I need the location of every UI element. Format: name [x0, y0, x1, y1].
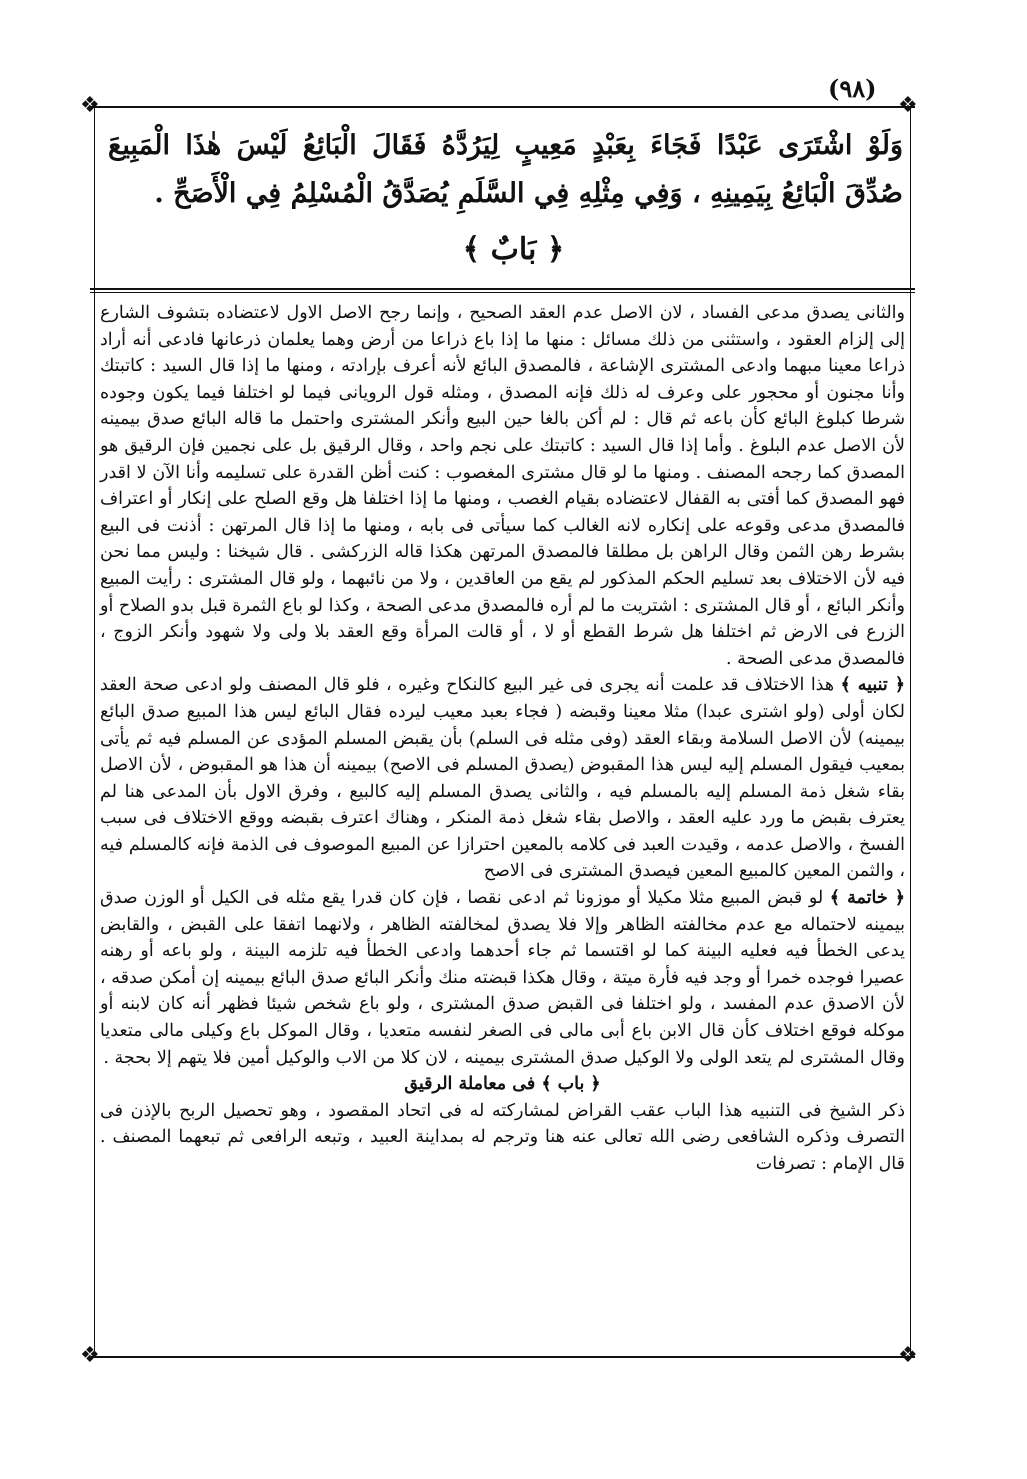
conclusion-label: ﴿ خاتمة ﴾	[829, 888, 905, 909]
frame-separator-rule-thin	[90, 292, 915, 293]
corner-ornament-icon: ❖	[898, 93, 918, 118]
commentary-paragraph: والثانى يصدق مدعى الفساد ، لان الاصل عدم العقد الصحيح ، وإنما رجح الاصل الاول لاعتضاده بتشوف الشارع إلى إلزام العقود ، واستثنى من ذلك مسائل : منها ما إذا باع ذراعا من أرض وهما يعلمان ذرعانها فادعى أنه أراد ذراعا معينا مبهما وادعى المشترى الإشاعة ، فالمصدق البائع لأنه أعرف بإرادته ، ومنها ما إذا قال السيد : كاتبتك وأنا مجنون أو محجور على وعرف له ذلك فإنه المصدق ، ومثله قول الرويانى فيما لو اختلفا فيما يكون وجوده شرطا كبلوغ البائع كأن باعه ثم قال : لم أكن بالغا حين البيع وأنكر المشترى واحتمل ما قاله البائع صدق بيمينه لأن الاصل عدم البلوغ . وأما إذا قال السيد : كاتبتك على نجم واحد ، وقال الرقيق بل على نجمين فإن الرقيق هو المصدق كما رجحه المصنف . ومنها ما لو قال مشترى المغصوب : كنت أظن القدرة على تسليمه وأنا الآن لا اقدر فهو المصدق كما أفتى به القفال لاعتضاده بقيام الغصب ، ومنها ما إذا اختلفا هل وقع الصلح على إنكار أو اعتراف فالمصدق مدعى وقوعه على إنكاره لانه الغالب كما سيأتى فى بابه ، ومنها ما إذا قال المرتهن : أذنت فى البيع بشرط رهن الثمن وقال الراهن بل مطلقا فالمصدق المرتهن هكذا قاله الزركشى . قال شيخنا : وليس مما نحن فيه لأن الاختلاف بعد تسليم الحكم المذكور لم يقع من العاقدين ، ولا من نائبهما ، ولو قال المشترى : رأيت المبيع وأنكر البائع ، أو قال المشترى : اشتريت ما لم أره فالمصدق مدعى الصحة ، وكذا لو باع الثمرة قبل بدو الصلاح أو الزرع فى الارض ثم اختلفا هل شرط القطع أو لا ، أو قالت المرأة وقع العقد بلا ولى ولا شهود وأنكر الزوج ، فالمصدق مدعى الصحة .	[100, 303, 905, 669]
conclusion-text: لو قبض المبيع مثلا مكيلا أو موزونا ثم ادعى نقصا ، فإن كان قدرا يقع مثله فى الكيل أو الوزن صدق بيمينه لاحتماله مع عدم مخالفته الظاهر وإلا فلا يصدق لمخالفته الظاهر ، ولانهما اتفقا على القبض ، والقابض يدعى الخطأ فيه فعليه البينة كما لو اقتسما ثم جاء أحدهما وادعى الخطأ فيه تلزمه البينة ، ولو باعه أو رهنه عصيرا فوجده خمرا أو وجد فيه فأرة ميتة ، وقال هكذا قبضته منك وأنكر البائع صدق البائع بيمينه إن أمكن صدقه ، لأن الاصدق عدم المفسد ، ولو اختلفا فى القبض صدق المشترى ، ولو باع شخص شيئا فظهر أنه كان لابنه أو موكله فوقع اختلاف كأن قال الابن باع أبى مالى فى الصغر لنفسه متعديا ، وقال الموكل باع وكيلى مالى متعديا وقال المشترى لم يتعد الولى ولا الوكيل صدق المشترى بيمينه ، لان كلا من الاب والوكيل أمين فلا يتهم إلا بحجة .	[100, 888, 905, 1068]
note-label: ﴿ تنبيه ﴾	[840, 675, 905, 696]
frame-top-rule	[90, 106, 915, 108]
chapter-heading: ﴿ بَابٌ ﴾	[462, 232, 565, 267]
note-text: هذا الاختلاف قد علمت أنه يجرى فى غير البيع كالنكاح وغيره ، فلو قال المصنف ولو ادعى صحة العقد لكان أولى (ولو اشترى عبدا) مثلا معينا وقبضه ( فجاء بعبد معيب ليرده فقال البائع ليس هذا المبيع صدق البائع بيمينه) لأن الاصل السلامة وبقاء العقد (وفى مثله فى السلم) بأن يقبض المسلم المؤدى عن المسلم فيه ثم يأتى بمعيب فيقول المسلم إليه ليس هذا المقبوض (يصدق المسلم فى الاصح) بيمينه أن هذا هو المقبوض ، لأن الاصل بقاء شغل ذمة المسلم إليه بالمسلم فيه ، والثانى يصدق المسلم إليه كالبيع ، وفرق الاول بأن المدعى هنا لم يعترف بقبض ما ورد عليه العقد ، والاصل بقاء شغل ذمة المنكر ، وهناك اعترف بقبضه ووقع الاختلاف فى سبب الفسخ ، والاصل عدمه ، وقيدت العبد فى كلامه بالمعين احترازا عن المبيع الموصوف فى الذمة فإنه كالمسلم فيه ، والثمن المعين كالمبيع المعين فيصدق المشترى فى الاصح	[100, 675, 905, 882]
section-subheading: ﴿ باب ﴾ فى معاملة الرقيق	[404, 1074, 601, 1095]
corner-ornament-icon: ❖	[898, 1343, 918, 1368]
commentary-block	[100, 300, 905, 1178]
commentary-paragraph-note	[100, 672, 905, 885]
corner-ornament-icon: ❖	[80, 1343, 100, 1368]
commentary-paragraph: ذكر الشيخ فى التنبيه هذا الباب عقب القراض لمشاركته له فى اتحاد المقصود ، وهو تحصيل الربح بالإذن فى التصرف وذكره الشافعى رضى الله تعالى عنه هنا وترجم له بمداينة العبيد ، وتبعه الرافعى ثم تبعهما المصنف . قال الإمام : تصرفات	[100, 1100, 905, 1174]
page-number: (٩٨)	[828, 74, 877, 103]
frame-bottom-rule	[90, 1356, 915, 1358]
frame-separator-rule	[90, 288, 915, 290]
main-text: وَلَوْ اشْتَرَى عَبْدًا فَجَاءَ بِعَبْدٍ مَعِيبٍ لِيَرُدَّهُ فَقَالَ الْبَائِعُ لَيْسَ هٰذَا الْمَبِيعَ صُدِّقَ الْبَائِعُ بِيَمِينِهِ ، وَفِي مِثْلِهِ فِي السَّلَمِ يُصَدَّقُ الْمُسْلِمُ فِي الْأَصَحِّ .	[108, 130, 903, 209]
commentary-paragraph-conclusion	[100, 885, 905, 1071]
main-text-block	[108, 122, 903, 218]
corner-ornament-icon: ❖	[80, 93, 100, 118]
frame-left-rule	[94, 106, 95, 1356]
frame-right-rule	[910, 106, 911, 1356]
